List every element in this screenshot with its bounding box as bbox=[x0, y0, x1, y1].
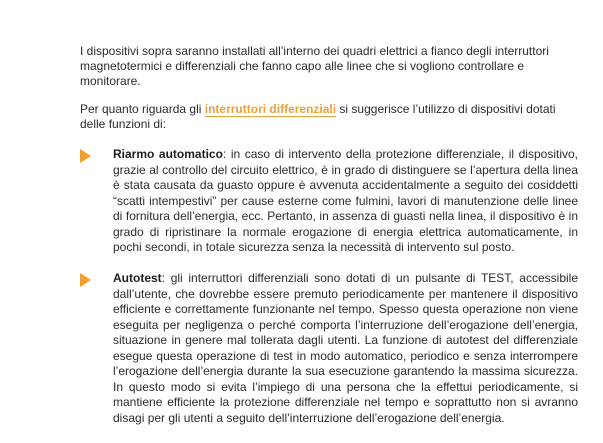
list-item-text bbox=[113, 271, 578, 426]
bullet-arrow-icon bbox=[80, 149, 91, 163]
highlight-link-interruttori-differenziali: interruttori differenziali bbox=[204, 102, 337, 116]
list-item-body: : gli interruttori differenziali sono dotati di un pulsante di TEST, accessibile dall’utente, che dovrebbe essere premuto periodicamente per mantenere il dispositivo efficiente e correttamente funzionante nel tempo. Spesso questa operazione non viene eseguita per negligenza o perché comporta l’interruzione dell’erogazione dell’energia, situazione in genere mal tollerata dagli utenti. La funzione di autotest del differenziale esegue questa operazione di test in modo automatico, periodico e senza interrompere l’erogazione dell’energia durante la sua esecuzione garantendo la massima sicurezza. In questo modo si evita l’impiego di una persona che la effettui periodicamente, si mantiene efficiente la protezione differenziale nel tempo e soprattutto non si avranno disagi per gli utenti a seguito dell’interruzione dell’erogazione dell’energia. bbox=[113, 271, 578, 425]
list-item-text bbox=[113, 147, 578, 256]
list-item-term: Riarmo automatico bbox=[113, 147, 223, 161]
list-item-term: Autotest bbox=[113, 271, 162, 285]
list-item-body: : in caso di intervento della protezione differenziale, il dispositivo, grazie al controllo del circuito elettrico, è in grado di distinguere se l’apertura della linea è stata causata da guasto oppure è avvenuta accidentalmente a seguito dei cosiddetti “scatti intempestivi” per cause esterne come fulmini, lavori di manutenzione delle linee di fornitura dell’energia, ecc. Pertanto, in assenza di guasti nella linea, il dispositivo è in grado di ripristinare la normale erogazione di energia elettrica automaticamente, in pochi secondi, in totale sicurezza senza la necessità di intervento sul posto. bbox=[113, 147, 578, 254]
intro-paragraph: I dispositivi sopra saranno installati all’interno dei quadri elettrici a fianco degli interruttori magnetotermici e differenziali che fanno capo alle linee che si vogliono controllare e monitorare. bbox=[80, 44, 549, 88]
lead-paragraph bbox=[80, 102, 570, 132]
bullet-arrow-icon bbox=[80, 273, 91, 287]
lead-text-after: si suggerisce l’utilizzo di dispositivi dotati delle funzioni di: bbox=[80, 102, 556, 131]
lead-text-before: Per quanto riguarda gli bbox=[80, 102, 205, 116]
